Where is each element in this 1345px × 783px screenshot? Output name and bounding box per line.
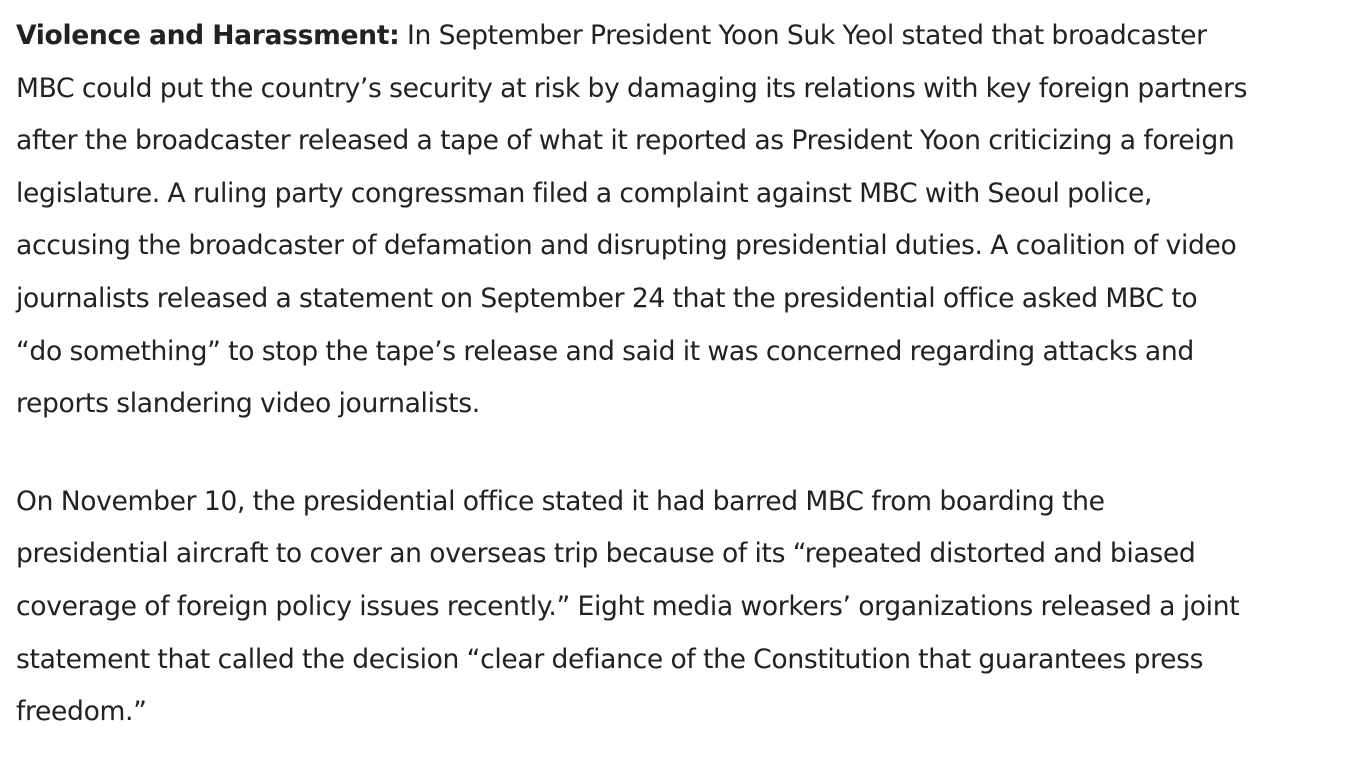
paragraph-november-10: On November 10, the presidential office stated it had barred MBC from boarding the presidential aircraft to cover an overseas trip because of its “repeated distorted and biased coverage of foreign policy issues recently.” Eight media workers’ organizations released a joint statement that called the decision “clear defiance of the Constitution that guarantees press freedom.” xyxy=(16,485,1240,728)
section-heading: Violence and Harassment: xyxy=(16,20,400,51)
paragraph-1-body: In September President Yoon Suk Yeol stated that broadcaster MBC could put the country’s security at risk by damaging its relations with key foreign partners after the broadcaster released a tape of what it reported as President Yoon criticizing a foreign legislature. A ruling party congressman filed a complaint against MBC with Seoul police, accusing the broadcaster of defamation and disrupting presidential duties. A coalition of video journalists released a statement on September 24 that the presidential office asked MBC to “do something” to stop the tape’s release and said it was concerned regarding attacks and reports slandering video journalists. xyxy=(16,20,1248,420)
paragraph-violence-harassment xyxy=(16,10,1329,431)
